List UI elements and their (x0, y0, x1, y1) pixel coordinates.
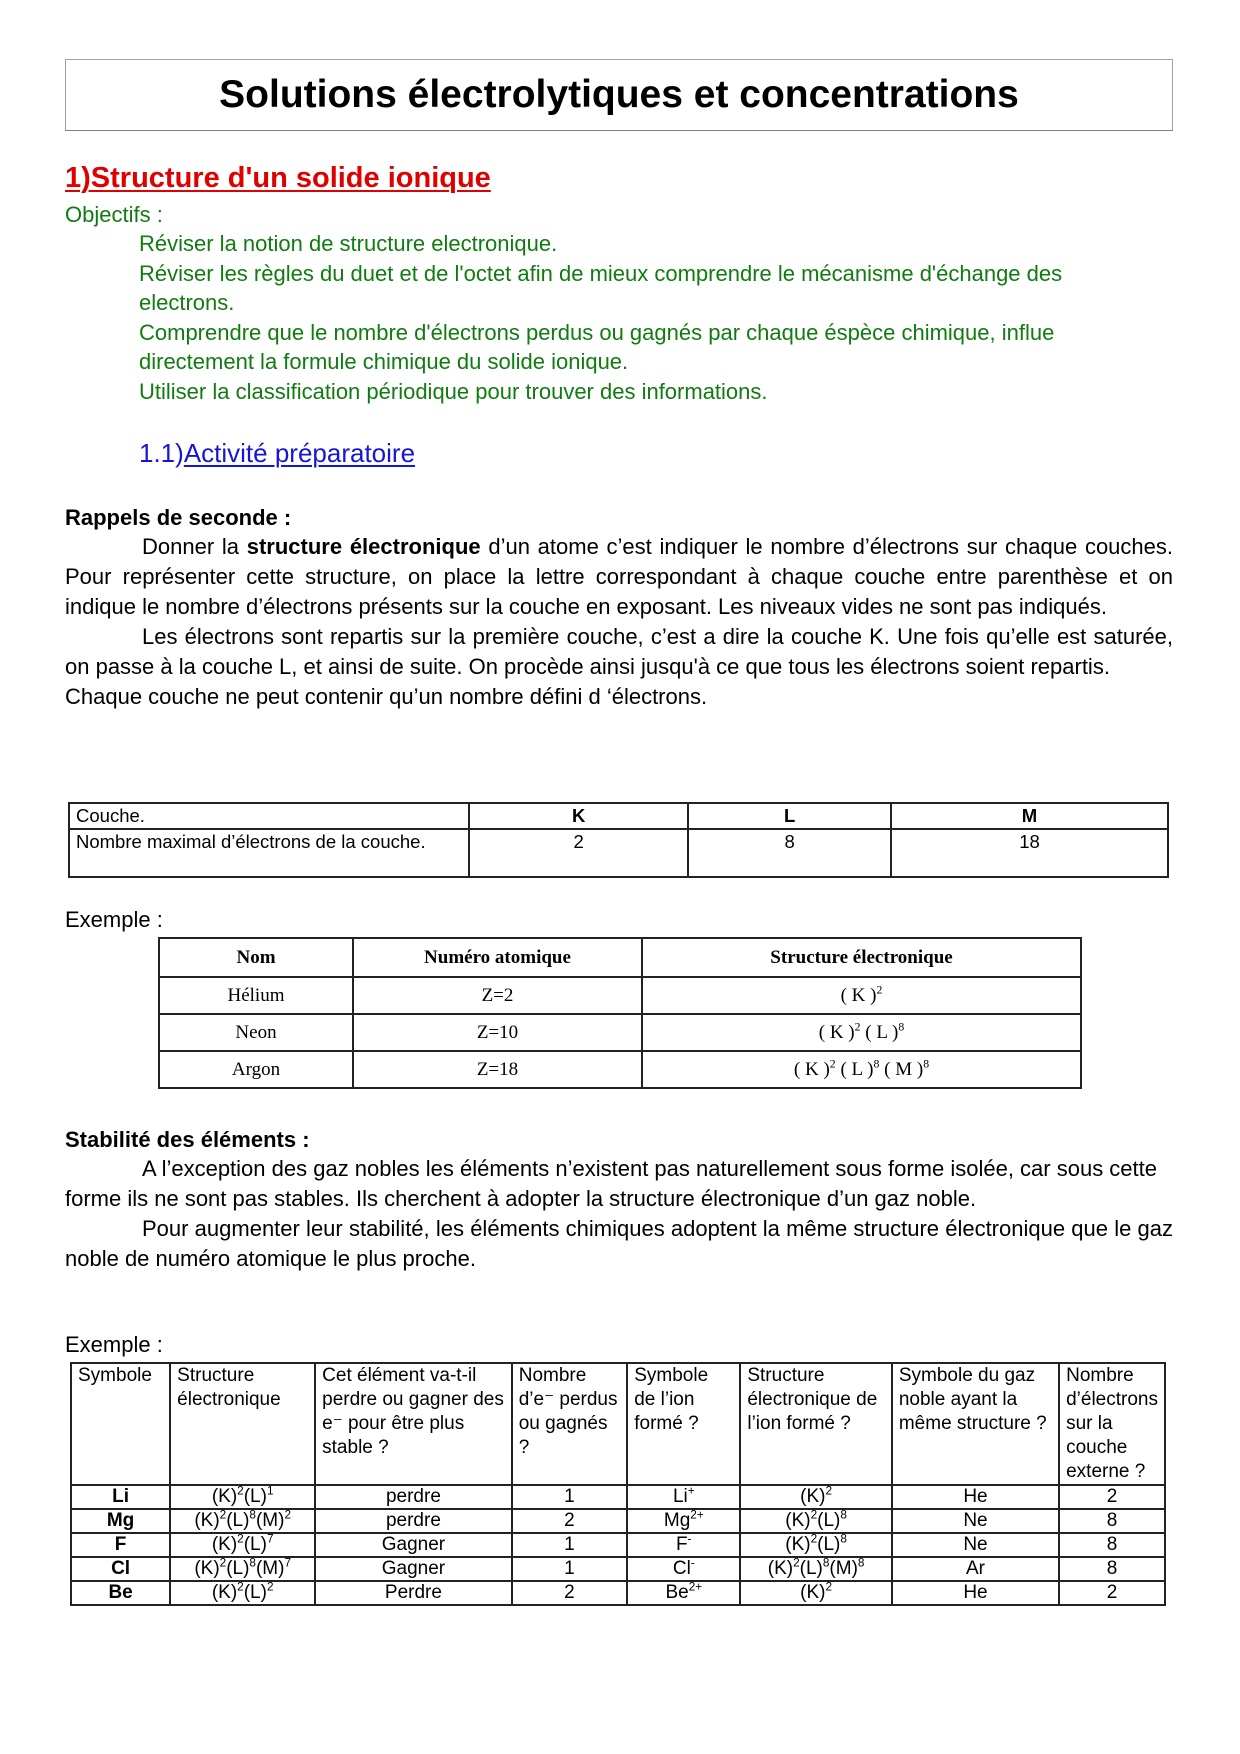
table-cell: Nombre maximal d’électrons de la couche. (69, 829, 469, 877)
objective-item: Réviser la notion de structure electronique. (139, 231, 558, 256)
structure-cell (170, 1557, 315, 1581)
shell-electron-count: 8 (923, 1057, 930, 1071)
shell-electron-count: 2 (825, 1484, 833, 1498)
column-header: Nom (159, 938, 353, 977)
shell-symbol: (K) (194, 1558, 220, 1579)
table-row (71, 1557, 1165, 1581)
electronic-structure (800, 1486, 832, 1507)
example-label: Exemple : (65, 907, 163, 932)
text-run: Donner la (142, 534, 247, 559)
gain-or-lose: perdre (315, 1485, 512, 1509)
section-heading: 1)Structure d'un solide ionique (65, 162, 491, 194)
shell-symbol: ( K ) (793, 1058, 830, 1080)
rappels-paragraph-1 (65, 532, 1173, 622)
electronic-structure (212, 1534, 274, 1555)
shell-symbol: (K) (800, 1582, 826, 1603)
shell-electron-count: 2 (237, 1532, 244, 1546)
structure-cell (642, 1051, 1081, 1088)
ion-base: Cl (672, 1558, 691, 1579)
ion-symbol (627, 1485, 740, 1509)
shell-electron-count: 8 (857, 1556, 865, 1570)
element-symbol: Li (71, 1485, 170, 1509)
stabilite-heading: Stabilité des éléments : (65, 1127, 310, 1152)
noble-gas: He (892, 1581, 1059, 1605)
ion-structure-cell (740, 1485, 892, 1509)
shell-symbol: (L) (817, 1510, 841, 1531)
ion-base: Li (672, 1486, 688, 1507)
rappels-paragraph-2: Les électrons sont repartis sur la première couche, c’est a dire la couche K. Une fois qu’elle est saturée, on passe à la couche L, et ainsi de suite. On procède ainsi jusqu'à ce que tous les électrons soient repartis. (65, 624, 1173, 679)
shell-symbol: (K) (767, 1558, 794, 1579)
table-row (159, 1014, 1081, 1051)
table-cell: L (688, 803, 891, 829)
noble-gas: He (892, 1485, 1059, 1509)
column-header: Symbole du gaz noble ayant la même structure ? (892, 1363, 1059, 1485)
element-name: Hélium (159, 977, 353, 1014)
shell-electron-count: 2 (825, 1580, 833, 1594)
shell-electron-count: 2 (237, 1580, 244, 1594)
ion-base: Mg (663, 1510, 691, 1531)
ion-symbol (627, 1533, 740, 1557)
shell-symbol: (L) (243, 1534, 267, 1555)
ion-charge: + (687, 1484, 695, 1498)
shell-electron-count: 7 (266, 1532, 274, 1546)
shell-electron-count: 8 (840, 1508, 847, 1522)
structure-cell (170, 1509, 315, 1533)
shell-symbol: (L) (799, 1558, 823, 1579)
shell-electron-count: 8 (249, 1508, 256, 1522)
shell-electron-count: 8 (873, 1057, 880, 1071)
objective-item: Comprendre que le nombre d'électrons perdus ou gagnés par chaque éspèce chimique, influe directement la formule chimique du solide ionique. (139, 319, 1055, 374)
shell-symbol: ( K ) (840, 984, 877, 1006)
shell-symbol: (K) (785, 1534, 811, 1555)
column-header: Symbole de l’ion formé ? (627, 1363, 740, 1485)
ion-structure-cell (740, 1509, 892, 1533)
electron-count: 1 (512, 1485, 628, 1509)
noble-gas: Ne (892, 1533, 1059, 1557)
objectives-label: Objectifs : (65, 202, 163, 227)
outer-shell-electrons: 8 (1059, 1557, 1165, 1581)
shell-symbol: (M) (255, 1510, 285, 1531)
electron-count: 1 (512, 1557, 628, 1581)
shell-symbol: (L) (243, 1486, 267, 1507)
shell-electron-count: 2 (219, 1556, 227, 1570)
ion-charge: 2+ (688, 1580, 703, 1594)
table-cell: 18 (891, 829, 1168, 877)
shell-electron-count: 2 (810, 1508, 818, 1522)
electronic-structure (841, 985, 883, 1006)
column-header: Structure électronique (170, 1363, 315, 1485)
electronic-structure (212, 1582, 274, 1603)
objective-item: Réviser les règles du duet et de l'octet afin de mieux comprendre le mécanisme d'échange des electrons. (139, 260, 1063, 315)
stabilite-paragraph-1: A l’exception des gaz nobles les éléments n’existent pas naturellement sous forme isolée, car sous cette forme ils ne sont pas stables. Ils cherchent à adopter la structure électronique d’un gaz noble. (65, 1156, 1157, 1211)
shell-symbol: (L) (243, 1582, 267, 1603)
electronic-structure (194, 1510, 291, 1531)
text-run: d’un atome c’est indiquer le nombre d’électrons sur chaque couches. Pour représenter cette structure, on place la lettre correspondant à chaque couche entre parenthèse et on indique le nombre d’électrons présents sur la couche en exposant. Les niveaux vides ne sont pas indiqués. (65, 534, 1173, 619)
shell-symbol: (L) (817, 1534, 841, 1555)
table-row (71, 1533, 1165, 1557)
structure-cell (170, 1485, 315, 1509)
stabilite-text (65, 1154, 1173, 1274)
atomic-number: Z=10 (353, 1014, 642, 1051)
column-header: Symbole (71, 1363, 170, 1485)
rappels-heading: Rappels de seconde : (65, 505, 292, 530)
shell-symbol: ( K ) (818, 1021, 855, 1043)
atomic-number: Z=2 (353, 977, 642, 1014)
gain-or-lose: Perdre (315, 1581, 512, 1605)
shell-electron-count: 2 (237, 1484, 244, 1498)
table-row (69, 803, 1168, 829)
table-cell: K (469, 803, 688, 829)
shell-symbol: ( M ) (879, 1058, 924, 1080)
shell-electron-count: 2 (810, 1532, 818, 1546)
table-row (71, 1581, 1165, 1605)
electron-count: 2 (512, 1509, 628, 1533)
column-header: Nombre d’électrons sur la couche externe ? (1059, 1363, 1165, 1485)
ion-charge: - (690, 1556, 695, 1570)
column-header: Nombre d’e⁻ perdus ou gagnés ? (512, 1363, 628, 1485)
table-row (71, 1509, 1165, 1533)
subsection-heading (139, 438, 415, 469)
element-symbol: Be (71, 1581, 170, 1605)
structure-cell (642, 977, 1081, 1014)
structure-cell (170, 1581, 315, 1605)
structure-cell (170, 1533, 315, 1557)
electron-count: 1 (512, 1533, 628, 1557)
table-row (159, 1051, 1081, 1088)
table-cell: Couche. (69, 803, 469, 829)
table-row (71, 1485, 1165, 1509)
shell-capacity-table (68, 802, 1169, 878)
shell-electron-count: 2 (266, 1580, 274, 1594)
shell-symbol: (K) (211, 1582, 238, 1603)
ion-symbol (627, 1557, 740, 1581)
column-header: Structure électronique de l’ion formé ? (740, 1363, 892, 1485)
electronic-structure (212, 1486, 274, 1507)
shell-symbol: (K) (800, 1486, 826, 1507)
shell-electron-count: 8 (898, 1020, 905, 1034)
ion-structure-cell (740, 1581, 892, 1605)
stabilite-paragraph-2: Pour augmenter leur stabilité, les éléments chimiques adoptent la même structure électronique que le gaz noble de numéro atomique le plus proche. (65, 1216, 1173, 1271)
shell-electron-count: 2 (219, 1508, 227, 1522)
objectives-list (139, 229, 1159, 406)
shell-symbol: (M) (255, 1558, 285, 1579)
electronic-structure (800, 1582, 832, 1603)
ion-charge: - (687, 1532, 692, 1546)
outer-shell-electrons: 8 (1059, 1533, 1165, 1557)
element-symbol: Cl (71, 1557, 170, 1581)
ion-charge: 2+ (690, 1508, 704, 1522)
ion-symbol (627, 1509, 740, 1533)
shell-electron-count: 2 (854, 1020, 861, 1034)
table-cell: 2 (469, 829, 688, 877)
structure-cell (642, 1014, 1081, 1051)
ion-formation-table (70, 1362, 1166, 1606)
gain-or-lose: Gagner (315, 1533, 512, 1557)
gain-or-lose: perdre (315, 1509, 512, 1533)
noble-gas-example-table (158, 937, 1082, 1089)
electron-count: 2 (512, 1581, 628, 1605)
table-header-row (159, 938, 1081, 977)
table-header-row (71, 1363, 1165, 1485)
shell-symbol: (L) (226, 1558, 250, 1579)
electronic-structure (785, 1510, 847, 1531)
shell-electron-count: 8 (840, 1532, 847, 1546)
electronic-structure (785, 1534, 847, 1555)
ion-base: F (676, 1534, 688, 1555)
table-cell: 8 (688, 829, 891, 877)
shell-electron-count: 8 (822, 1556, 830, 1570)
electronic-structure (768, 1558, 865, 1579)
table-cell: M (891, 803, 1168, 829)
ion-base: Be (665, 1582, 689, 1603)
outer-shell-electrons: 8 (1059, 1509, 1165, 1533)
shell-symbol: (K) (194, 1510, 220, 1531)
shell-symbol: (K) (785, 1510, 811, 1531)
shell-electron-count: 7 (284, 1556, 291, 1570)
element-symbol: Mg (71, 1509, 170, 1533)
bold-term: structure électronique (246, 534, 481, 559)
subsection-number: 1.1) (139, 438, 184, 468)
outer-shell-electrons: 2 (1059, 1581, 1165, 1605)
shell-symbol: (K) (211, 1486, 238, 1507)
shell-symbol: (L) (226, 1510, 250, 1531)
rappels-text (65, 532, 1173, 712)
subsection-title: Activité préparatoire (183, 438, 416, 468)
shell-electron-count: 2 (829, 1057, 836, 1071)
outer-shell-electrons: 2 (1059, 1485, 1165, 1509)
shell-symbol: ( L ) (835, 1058, 874, 1080)
document-title: Solutions électrolytiques et concentrations (219, 73, 1019, 116)
shell-electron-count: 2 (284, 1508, 291, 1522)
example-label-2: Exemple : (65, 1332, 163, 1357)
element-name: Neon (159, 1014, 353, 1051)
column-header: Cet élément va-t-il perdre ou gagner des e⁻ pour être plus stable ? (315, 1363, 512, 1485)
shell-symbol: (K) (211, 1534, 238, 1555)
shell-symbol: ( L ) (860, 1021, 899, 1043)
ion-structure-cell (740, 1533, 892, 1557)
ion-symbol (627, 1581, 740, 1605)
shell-electron-count: 8 (249, 1556, 256, 1570)
electronic-structure (194, 1558, 291, 1579)
noble-gas: Ne (892, 1509, 1059, 1533)
shell-electron-count: 2 (876, 983, 883, 997)
electronic-structure (794, 1059, 929, 1080)
rappels-paragraph-3: Chaque couche ne peut contenir qu’un nombre défini d ‘électrons. (65, 684, 708, 709)
electronic-structure (819, 1022, 904, 1043)
shell-electron-count: 1 (266, 1484, 274, 1498)
noble-gas: Ar (892, 1557, 1059, 1581)
table-row (159, 977, 1081, 1014)
title-box (65, 59, 1173, 131)
ion-structure-cell (740, 1557, 892, 1581)
table-row (69, 829, 1168, 877)
shell-electron-count: 2 (793, 1556, 800, 1570)
column-header: Structure électronique (642, 938, 1081, 977)
gain-or-lose: Gagner (315, 1557, 512, 1581)
shell-symbol: (M) (829, 1558, 858, 1579)
element-symbol: F (71, 1533, 170, 1557)
column-header: Numéro atomique (353, 938, 642, 977)
atomic-number: Z=18 (353, 1051, 642, 1088)
element-name: Argon (159, 1051, 353, 1088)
objective-item: Utiliser la classification périodique pour trouver des informations. (139, 378, 768, 404)
